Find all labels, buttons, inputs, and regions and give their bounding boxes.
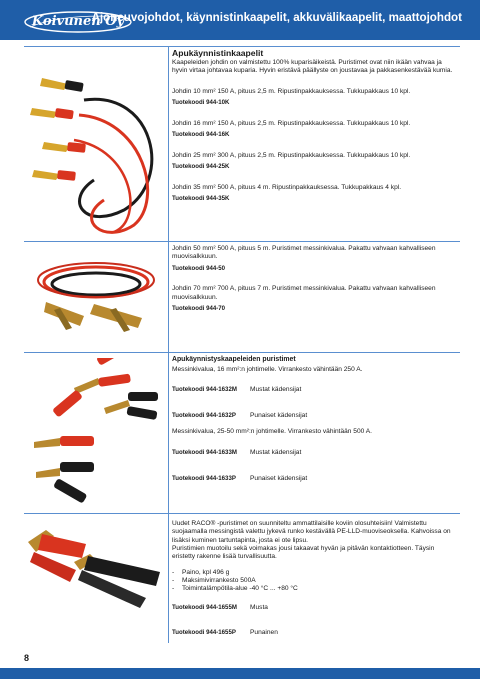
section-divider — [24, 352, 460, 353]
product-description: Johdin 10 mm² 150 A, pituus 2,5 m. Ripustinpakkauksessa. Tukkupakkaus 10 kpl. — [172, 87, 411, 95]
clamp-icon — [28, 530, 86, 582]
product-code: Tuotekoodi 944-50 — [172, 264, 226, 272]
clamp-icon — [34, 389, 94, 448]
page-number: 8 — [24, 653, 30, 663]
section-intro: Uudet RACO® -puristimet on suunniteltu ammattilaisille koviin olosuhteisiin! Valmistettu suojaamalla messingistä valettu jykevä runko kestävällä PE-LLD-muoviseoksella. Kahvoissa on lisäksi kuminen tartuntapinta, josta ei ote lipsu. — [172, 520, 451, 544]
column-rule — [168, 352, 169, 513]
product-variant: Punainen — [250, 629, 278, 637]
product-row — [172, 412, 454, 420]
clamp-icon — [74, 358, 131, 394]
product-code: Tuotekoodi 944-35K — [172, 195, 230, 203]
clamp-icon — [36, 462, 94, 504]
product-description: Johdin 70 mm² 700 A, pituus 7 m. Puristimet messinkivalua. Pakattu vahvaan kahvalliseen muovisalkkuun. — [172, 285, 436, 301]
product-row — [172, 386, 454, 394]
section-heading: Apukäynnistinkaapelit — [172, 48, 264, 58]
product-variant: Mustat kädensijat — [250, 448, 302, 456]
product-code: Tuotekoodi 944-1632P — [172, 411, 236, 419]
product-code: Tuotekoodi 944-25K — [172, 163, 230, 171]
jumper-cables-image — [24, 60, 168, 240]
page-footer-bar — [0, 668, 480, 679]
section-starter-cables — [172, 48, 454, 207]
product-description: Johdin 25 mm² 300 A, pituus 2,5 m. Ripustinpakkauksessa. Tukkupakkaus 10 kpl. — [172, 151, 411, 159]
product-code: Tuotekoodi 944-10K — [172, 99, 230, 107]
section-subtitle: Messinkivalua, 16 mm²:n johtimelle. Virrankesto vähintään 250 A. — [172, 365, 363, 373]
product-row — [172, 449, 454, 457]
section-subtitle: Messinkivalua, 25-50 mm²:n johtimelle. Virrankesto vähintään 500 A. — [172, 428, 372, 436]
raco-clamps-image — [24, 522, 168, 612]
product-row — [172, 604, 454, 612]
spec-item: - Toimintalämpötila-alue -40 °C ... +80 °C — [172, 585, 454, 593]
heavy-cables-image — [24, 258, 168, 338]
clamps-image — [24, 358, 168, 508]
product-description: Johdin 35 mm² 500 A, pituus 4 m. Ripustinpakkauksessa. Tukkupakkaus 4 kpl. — [172, 183, 402, 191]
product-description: Johdin 50 mm² 500 A, pituus 5 m. Puristimet messinkivalua. Pakattu vahvaan kahvalliseen muovisalkkuun. — [172, 245, 436, 261]
clamp-icon — [40, 78, 84, 92]
product-row — [172, 629, 454, 637]
section-raco-clamps — [172, 520, 454, 646]
spec-item: - Paino, kpl 496 g — [172, 569, 454, 577]
product-variant: Punaiset kädensijat — [250, 474, 308, 482]
section-intro: Puristimien muotoilu sekä voimakas jousi takaavat hyvän ja pitävän kontaktiotteen. Täysin eristetty rakenne lisää turvallisuutta. — [172, 544, 435, 561]
product-code: Tuotekoodi 944-1655M — [172, 603, 237, 611]
clamp-icon — [42, 142, 86, 153]
spec-list — [172, 569, 454, 594]
clamp-icon — [44, 302, 84, 330]
spec-item: - Maksimivirrankesto 500A — [172, 577, 454, 585]
product-code: Tuotekoodi 944-70 — [172, 305, 226, 313]
product-code: Tuotekoodi 944-1632M — [172, 385, 237, 393]
clamp-icon — [90, 304, 142, 332]
page-title: Ajoneuvojohdot, käynnistinkaapelit, akkuvälikaapelit, maattojohdot — [91, 11, 462, 24]
product-row — [172, 475, 454, 483]
column-rule — [168, 513, 169, 643]
section-clamps — [172, 356, 454, 491]
logo-text: Koivunen Oy — [31, 14, 125, 29]
column-rule — [168, 46, 169, 241]
product-code: Tuotekoodi 944-1633P — [172, 474, 236, 482]
product-variant: Musta — [250, 603, 268, 611]
product-variant: Punaiset kädensijat — [250, 411, 308, 419]
clamp-icon — [74, 554, 160, 608]
product-code: Tuotekoodi 944-16K — [172, 131, 230, 139]
page-header — [0, 0, 480, 40]
clamp-icon — [104, 392, 158, 420]
section-intro: Kaapeleiden johdin on valmistettu 100% kuparisäikeistä. Puristimet ovat niin ikään vahvaa ja hyvin virtaa johtavaa kuparia. Hyvin eristävä päällyste on joustavaa ja pakkasenkestävää kumia. — [172, 59, 453, 75]
product-description: Johdin 16 mm² 150 A, pituus 2,5 m. Ripustinpakkauksessa. Tukkupakkaus 10 kpl. — [172, 119, 411, 127]
product-code: Tuotekoodi 944-1633M — [172, 448, 237, 456]
section-divider — [24, 513, 460, 514]
product-code: Tuotekoodi 944-1655P — [172, 629, 236, 637]
section-heavy-cables — [172, 245, 454, 317]
column-rule — [168, 241, 169, 352]
section-divider — [24, 46, 460, 47]
section-heading: Apukäynnistyskaapeleiden puristimet — [172, 356, 296, 363]
clamp-icon — [32, 170, 76, 181]
clamp-icon — [30, 108, 74, 119]
product-variant: Mustat kädensijat — [250, 385, 302, 393]
section-divider — [24, 241, 460, 242]
